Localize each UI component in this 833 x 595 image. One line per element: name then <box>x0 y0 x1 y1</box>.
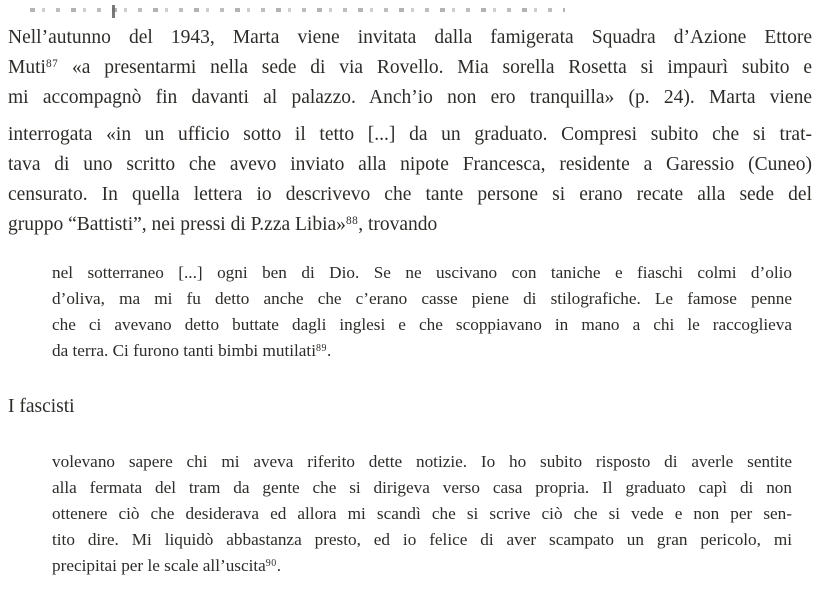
quote-2 <box>52 449 792 579</box>
text-line: censurato. In quella lettera io descrivevo che tante persone si erano recate alla sede del <box>8 184 812 205</box>
text-line: tito dire. Mi liquidò abbastanza presto, ed io felice di aver scampato un gran pericolo, mi <box>52 530 792 549</box>
text-line: interrogata «in un ufficio sotto il tetto [...] da un graduato. Compresi subito che si trat- <box>8 124 812 145</box>
cropped-line-remnant <box>30 8 565 12</box>
text-line: Nell’autunno del 1943, Marta viene invitata dalla famigerata Squadra d’Azione Ettore <box>8 27 812 48</box>
footnote-marker: 90 <box>265 557 277 569</box>
footnote-marker: 88 <box>345 214 359 227</box>
text-line: nel sotterraneo [...] ogni ben di Dio. Se ne uscivano con taniche e fiaschi colmi d’olio <box>52 263 792 282</box>
text-line: precipitai per le scale all’uscita$^{90}$. <box>52 556 282 575</box>
text-line: che ci avevano detto buttate dagli inglesi e che scoppiavano in mano a chi le raccoglieva <box>52 315 792 334</box>
paragraph-3 <box>8 392 812 422</box>
cropped-letter-stem <box>112 5 115 18</box>
text-line: d’oliva, ma mi fu detto anche che c’erano casse piene di stilografiche. Le famose penne <box>52 289 792 308</box>
text-line: tava di uno scritto che avevo inviato alla nipote Francesca, residente a Garessio (Cuneo) <box>8 154 812 175</box>
text-line: ottenere ciò che desiderava ed allora mi scandì che si scrive ciò che si vede e non per sen- <box>52 504 792 523</box>
footnote-marker: 87 <box>45 57 59 70</box>
text-line: volevano sapere chi mi aveva riferito dette notizie. Io ho subito risposto di averle sentite <box>52 452 792 471</box>
text-line: mi accompagnò fin davanti al palazzo. Anch’io non ero tranquilla» (p. 24). Marta viene <box>8 87 812 108</box>
quote-1 <box>52 260 792 364</box>
text-line: I fascisti <box>8 396 75 417</box>
text-line: alla fermata del tram da gente che si dirigeva verso casa propria. Il graduato capì di non <box>52 478 792 497</box>
text-line: Muti$^{87}$ «a presentarmi nella sede di via Rovello. Mia sorella Rosetta si impaurì subito e <box>8 57 812 78</box>
text-line: gruppo “Battisti”, nei pressi di P.zza Libia»$^{88}$, trovando <box>8 214 438 235</box>
footnote-marker: 89 <box>315 342 327 354</box>
paragraph-1 <box>8 23 812 113</box>
text-column <box>8 23 812 579</box>
text-line: da terra. Ci furono tanti bimbi mutilati$^{89}$. <box>52 341 332 360</box>
paragraph-2 <box>8 120 812 240</box>
